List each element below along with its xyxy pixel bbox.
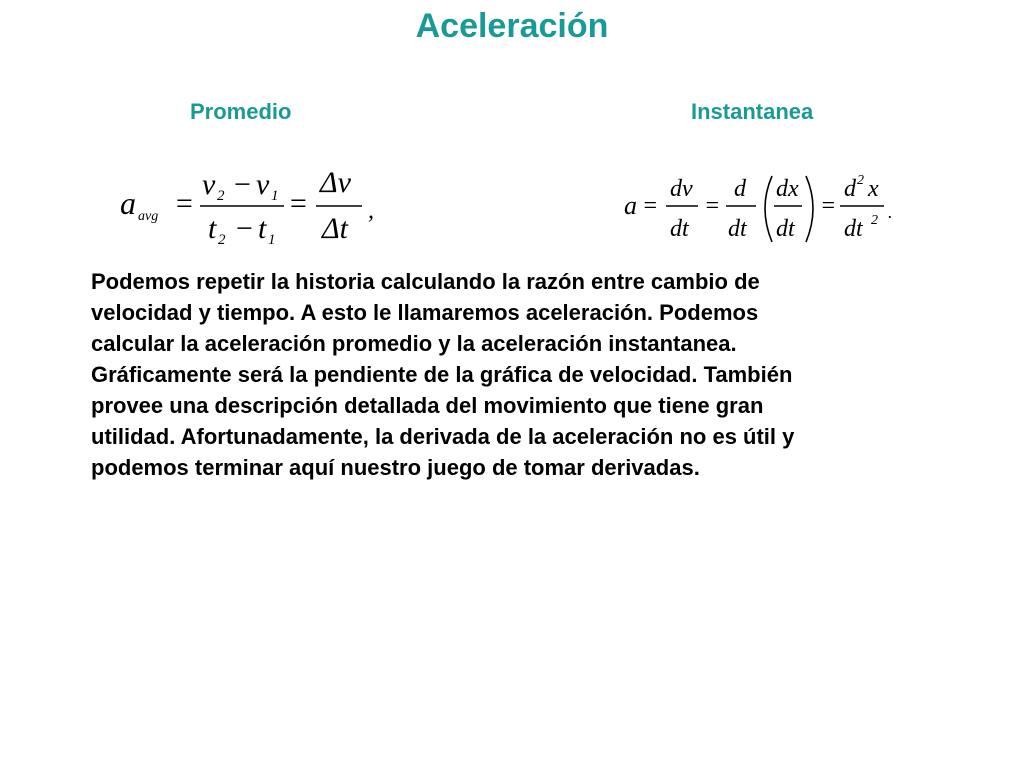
- fi-paren-num: dx: [776, 176, 799, 202]
- fa-num1-b-sub: 1: [271, 188, 279, 204]
- fi-den3: dt: [844, 216, 863, 242]
- fi-num3-sup: 2: [857, 173, 864, 188]
- formula-average-acceleration: [118, 166, 390, 250]
- fi-eq3: =: [820, 193, 837, 219]
- fi-left-paren: [765, 176, 772, 242]
- heading-promedio: Promedio: [190, 99, 292, 124]
- body-line-4: Gráficamente será la pendiente de la gráfica de velocidad. También: [91, 362, 793, 387]
- fi-trail: .: [888, 202, 893, 222]
- body-line-3: calcular la aceleración promedio y la aceleración instantanea.: [91, 331, 737, 356]
- fi-eq2: =: [704, 193, 721, 219]
- fa-den2: Δt: [322, 212, 348, 245]
- fa-lhs: a: [120, 185, 136, 221]
- fi-den1: dt: [670, 216, 689, 242]
- formula-instant-acceleration: [622, 170, 902, 246]
- body-line-5: provee una descripción detallada del movimiento que tiene gran: [91, 393, 764, 418]
- fi-eq1: =: [642, 193, 659, 219]
- fa-den1-a-sub: 2: [218, 232, 226, 248]
- fa-lhs-sub: avg: [138, 209, 159, 224]
- fa-num1-minus: −: [232, 168, 253, 201]
- fi-lhs: a: [624, 191, 637, 220]
- fa-eq1: =: [174, 187, 195, 220]
- body-line-1: Podemos repetir la historia calculando la razón entre cambio de: [91, 269, 760, 294]
- body-paragraph: [91, 266, 937, 483]
- fa-eq2: =: [288, 187, 309, 220]
- fa-den1-b: t: [258, 212, 267, 245]
- fa-num2: Δv: [320, 166, 351, 199]
- fi-num3: d: [844, 176, 856, 202]
- heading-instantanea: Instantanea: [691, 99, 814, 124]
- fi-den2: dt: [728, 216, 747, 242]
- formula-average-svg: [118, 166, 390, 250]
- fi-paren-den: dt: [776, 216, 795, 242]
- fi-num3-var: x: [868, 176, 879, 202]
- slide-title: Aceleración: [415, 7, 609, 45]
- fa-den1-b-sub: 1: [268, 232, 276, 248]
- fa-den1-a: t: [208, 212, 217, 245]
- fi-num1: dv: [670, 176, 693, 202]
- fi-right-paren: [806, 176, 813, 242]
- body-line-7: podemos terminar aquí nuestro juego de tomar derivadas.: [91, 455, 700, 480]
- formula-instant-svg: [622, 170, 902, 246]
- body-line-2: velocidad y tiempo. A esto le llamaremos aceleración. Podemos: [91, 300, 759, 325]
- fi-den3-sup: 2: [871, 213, 878, 228]
- fa-num1-a: v: [202, 168, 216, 201]
- fa-trail: ,: [368, 198, 374, 224]
- body-line-6: utilidad. Afortunadamente, la derivada de la aceleración no es útil y: [91, 424, 795, 449]
- fa-num1-a-sub: 2: [217, 188, 225, 204]
- fa-den1-minus: −: [234, 212, 255, 245]
- fa-num1-b: v: [256, 168, 270, 201]
- fi-num2: d: [734, 176, 746, 202]
